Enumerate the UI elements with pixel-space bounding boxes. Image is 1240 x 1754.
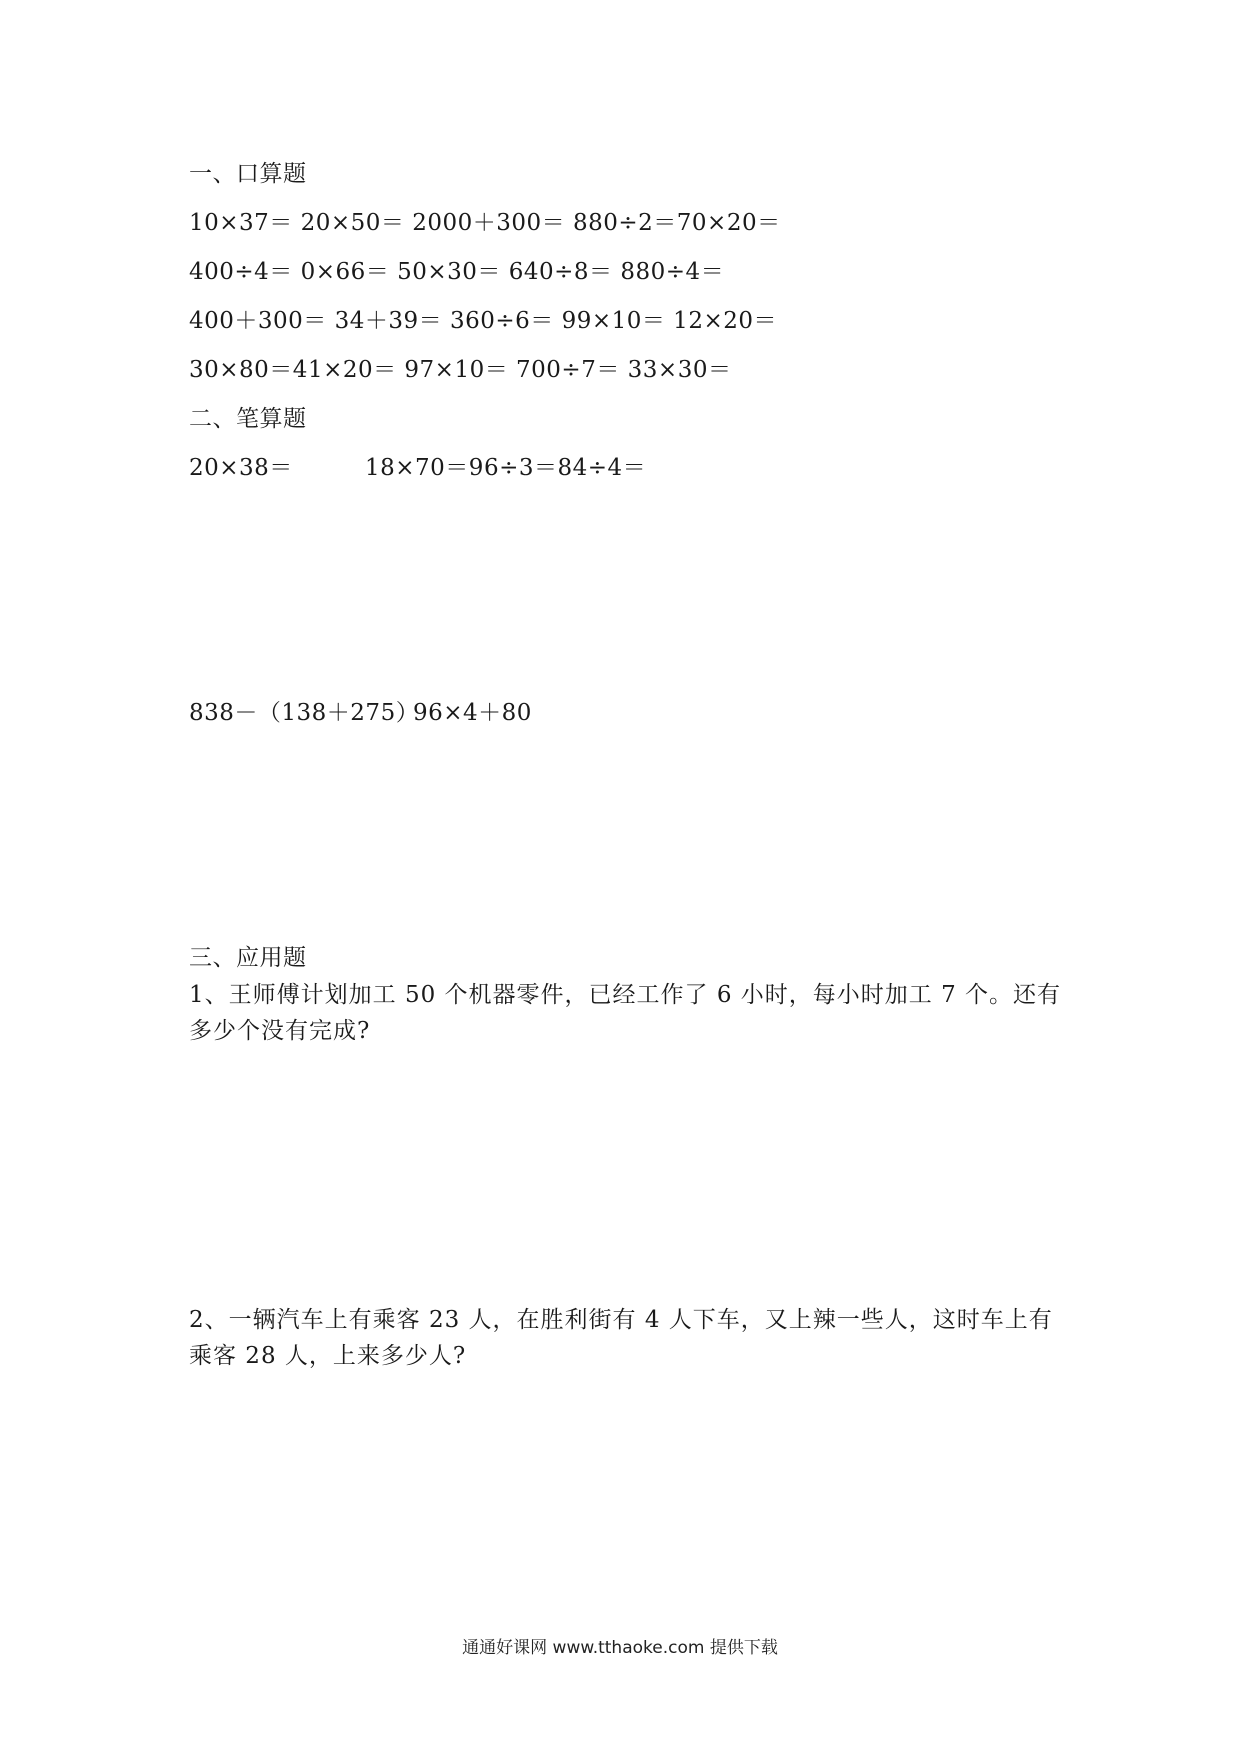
written-problem: 20×38＝ [189, 455, 293, 481]
oral-row-2: 400÷4＝ 0×66＝ 50×30＝ 640÷8＝ 880÷4＝ [189, 259, 725, 285]
footer-credit: 通通好课网 www.tthaoke.com 提供下载 [462, 1638, 778, 1658]
section-written-title: 二、笔算题 [189, 406, 307, 432]
oral-row-4: 30×80＝41×20＝ 97×10＝ 700÷7＝ 33×30＝ [189, 357, 732, 383]
oral-row-1: 10×37＝ 20×50＝ 2000＋300＝ 880÷2＝70×20＝ [189, 210, 781, 236]
oral-row-3: 400＋300＝ 34＋39＝ 360÷6＝ 99×10＝ 12×20＝ [189, 308, 777, 334]
written-problem: 18×70＝96÷3＝84÷4＝ [365, 455, 647, 481]
section-oral-title: 一、口算题 [189, 161, 307, 187]
written-problem: 838－（138＋275） [189, 700, 420, 726]
written-row-1 [189, 453, 646, 483]
written-problem: 96×4＋80 [413, 700, 532, 726]
section-applied-title: 三、应用题 [189, 945, 307, 971]
applied-question-1: 1、王师傅计划加工 50 个机器零件，已经工作了 6 小时，每小时加工 7 个。还有多少个没有完成? [189, 982, 1062, 1044]
applied-question-2: 2、一辆汽车上有乘客 23 人，在胜利街有 4 人下车，又上辣一些人，这时车上有乘客 28 人，上来多少人? [189, 1307, 1053, 1369]
written-row-2 [189, 698, 532, 728]
